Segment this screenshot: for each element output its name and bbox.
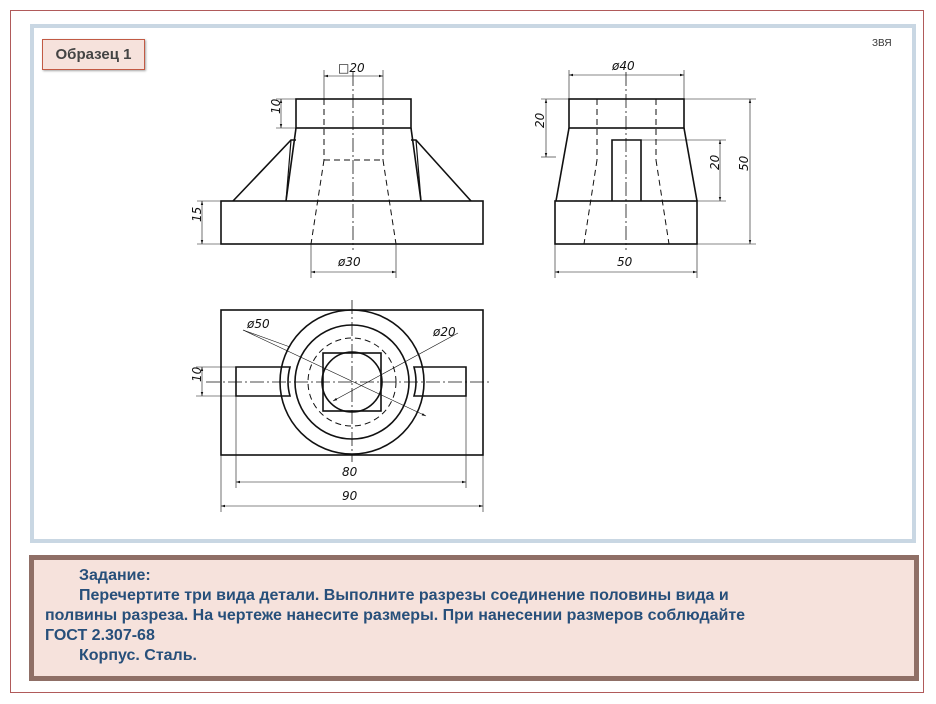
dim-square: □20 xyxy=(338,61,365,75)
task-line-1: Перечертите три вида детали. Выполните разрезы соединение половины вида и xyxy=(79,587,729,604)
dim-top-height: 10 xyxy=(269,98,283,114)
front-top xyxy=(296,99,411,128)
dim-side-width: 50 xyxy=(617,255,633,269)
top-rib-left xyxy=(236,367,290,396)
dim-inner-dia: ø20 xyxy=(433,325,456,339)
side-top xyxy=(569,99,684,128)
side-slot xyxy=(612,140,641,201)
task-title: Задание: xyxy=(79,567,151,584)
front-base xyxy=(221,201,483,244)
task-panel xyxy=(29,555,919,681)
task-line-4: Корпус. Сталь. xyxy=(79,647,197,664)
front-view xyxy=(197,70,483,278)
top-rib-right xyxy=(414,367,466,396)
dim-outer-dia: ø50 xyxy=(247,317,270,331)
dim-rib-width: 10 xyxy=(190,366,204,382)
sample-badge: Образец 1 xyxy=(42,39,145,70)
task-line-3: ГОСТ 2.307-68 xyxy=(45,627,155,644)
side-view xyxy=(541,70,756,278)
dim-inner-length: 80 xyxy=(342,465,358,479)
dim-bore-dia: ø30 xyxy=(338,255,361,269)
dim-slot-height: 20 xyxy=(708,154,722,170)
dim-total-height: 50 xyxy=(737,155,751,171)
dim-side-top-height: 20 xyxy=(533,112,547,128)
dim-top-dia: ø40 xyxy=(612,59,635,73)
task-line-2: полвины разреза. На чертеже нанесите размеры. При нанесении размеров соблюдайте xyxy=(45,607,746,624)
author-mark: ЗВЯ xyxy=(872,38,892,49)
dim-base-height: 15 xyxy=(190,206,204,222)
task-text-box xyxy=(34,560,914,676)
dim-total-length: 90 xyxy=(342,489,358,503)
